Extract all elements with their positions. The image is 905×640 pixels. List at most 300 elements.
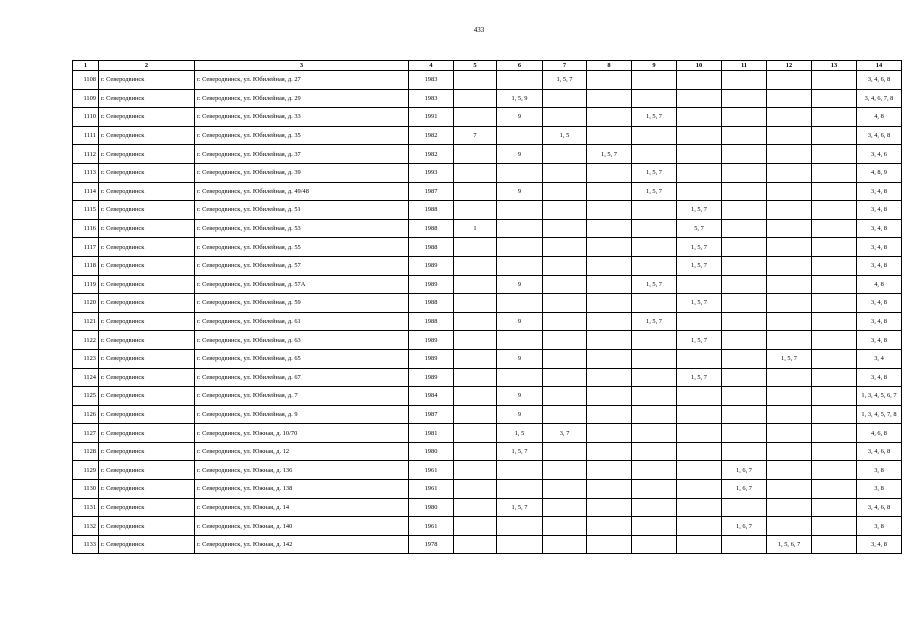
table-header bbox=[73, 61, 902, 71]
cell-col-2: г. Северодвинск bbox=[99, 89, 195, 108]
cell-col-4: 1988 bbox=[409, 219, 454, 238]
cell-col-8 bbox=[587, 219, 632, 238]
cell-col-4: 1991 bbox=[409, 108, 454, 127]
cell-col-6 bbox=[497, 535, 543, 554]
cell-col-10: 1, 5, 7 bbox=[677, 238, 722, 257]
cell-col-1: 1114 bbox=[73, 182, 99, 201]
cell-col-1: 1126 bbox=[73, 405, 99, 424]
cell-col-1: 1119 bbox=[73, 275, 99, 294]
cell-col-11 bbox=[722, 387, 767, 406]
cell-col-12 bbox=[767, 201, 812, 220]
cell-col-13 bbox=[812, 498, 857, 517]
cell-col-10 bbox=[677, 275, 722, 294]
cell-col-9: 1, 5, 7 bbox=[632, 275, 677, 294]
cell-col-8 bbox=[587, 256, 632, 275]
cell-col-5 bbox=[454, 108, 497, 127]
cell-col-6: 9 bbox=[497, 349, 543, 368]
cell-col-2: г. Северодвинск bbox=[99, 145, 195, 164]
cell-col-3: г. Северодвинск, ул. Юбилейная, д. 55 bbox=[195, 238, 409, 257]
cell-col-4: 1984 bbox=[409, 387, 454, 406]
cell-col-7 bbox=[543, 349, 587, 368]
cell-col-10 bbox=[677, 108, 722, 127]
cell-col-7 bbox=[543, 145, 587, 164]
cell-col-2: г. Северодвинск bbox=[99, 71, 195, 90]
cell-col-4: 1961 bbox=[409, 480, 454, 499]
cell-col-13 bbox=[812, 461, 857, 480]
cell-col-14: 3, 4, 6, 7, 8 bbox=[857, 89, 902, 108]
cell-col-11 bbox=[722, 256, 767, 275]
cell-col-1: 1117 bbox=[73, 238, 99, 257]
cell-col-9 bbox=[632, 89, 677, 108]
cell-col-5 bbox=[454, 387, 497, 406]
cell-col-10 bbox=[677, 71, 722, 90]
cell-col-5 bbox=[454, 256, 497, 275]
table-row bbox=[73, 405, 902, 424]
cell-col-1: 1109 bbox=[73, 89, 99, 108]
cell-col-1: 1116 bbox=[73, 219, 99, 238]
cell-col-8 bbox=[587, 424, 632, 443]
table-row bbox=[73, 368, 902, 387]
cell-col-6 bbox=[497, 461, 543, 480]
cell-col-12 bbox=[767, 108, 812, 127]
cell-col-7 bbox=[543, 368, 587, 387]
cell-col-9 bbox=[632, 201, 677, 220]
cell-col-11: 1, 6, 7 bbox=[722, 480, 767, 499]
table-row bbox=[73, 331, 902, 350]
cell-col-14: 3, 4, 8 bbox=[857, 182, 902, 201]
cell-col-4: 1982 bbox=[409, 126, 454, 145]
cell-col-12 bbox=[767, 517, 812, 536]
cell-col-14: 3, 4, 8 bbox=[857, 368, 902, 387]
cell-col-11 bbox=[722, 331, 767, 350]
cell-col-7 bbox=[543, 219, 587, 238]
column-header-1: 1 bbox=[73, 61, 99, 71]
cell-col-3: г. Северодвинск, ул. Юбилейная, д. 53 bbox=[195, 219, 409, 238]
cell-col-9 bbox=[632, 368, 677, 387]
cell-col-14: 3, 4 bbox=[857, 349, 902, 368]
cell-col-7 bbox=[543, 480, 587, 499]
cell-col-8 bbox=[587, 349, 632, 368]
cell-col-3: г. Северодвинск, ул. Южная, д. 136 bbox=[195, 461, 409, 480]
cell-col-6: 9 bbox=[497, 312, 543, 331]
cell-col-3: г. Северодвинск, ул. Юбилейная, д. 35 bbox=[195, 126, 409, 145]
cell-col-3: г. Северодвинск, ул. Южная, д. 140 bbox=[195, 517, 409, 536]
cell-col-12 bbox=[767, 71, 812, 90]
cell-col-8 bbox=[587, 480, 632, 499]
cell-col-4: 1981 bbox=[409, 424, 454, 443]
cell-col-10 bbox=[677, 126, 722, 145]
cell-col-6 bbox=[497, 219, 543, 238]
table-row bbox=[73, 201, 902, 220]
cell-col-3: г. Северодвинск, ул. Юбилейная, д. 33 bbox=[195, 108, 409, 127]
table-row bbox=[73, 461, 902, 480]
cell-col-6 bbox=[497, 294, 543, 313]
cell-col-2: г. Северодвинск bbox=[99, 461, 195, 480]
cell-col-4: 1988 bbox=[409, 294, 454, 313]
table-row bbox=[73, 535, 902, 554]
cell-col-5 bbox=[454, 294, 497, 313]
cell-col-11 bbox=[722, 108, 767, 127]
cell-col-1: 1131 bbox=[73, 498, 99, 517]
cell-col-7 bbox=[543, 387, 587, 406]
cell-col-6 bbox=[497, 256, 543, 275]
cell-col-4: 1987 bbox=[409, 182, 454, 201]
cell-col-14: 3, 4, 8 bbox=[857, 219, 902, 238]
column-header-2: 2 bbox=[99, 61, 195, 71]
cell-col-8 bbox=[587, 71, 632, 90]
cell-col-1: 1127 bbox=[73, 424, 99, 443]
cell-col-8 bbox=[587, 182, 632, 201]
cell-col-3: г. Северодвинск, ул. Южная, д. 14 bbox=[195, 498, 409, 517]
cell-col-10: 5, 7 bbox=[677, 219, 722, 238]
cell-col-14: 3, 8 bbox=[857, 461, 902, 480]
column-header-9: 9 bbox=[632, 61, 677, 71]
cell-col-2: г. Северодвинск bbox=[99, 219, 195, 238]
cell-col-9 bbox=[632, 387, 677, 406]
cell-col-8 bbox=[587, 108, 632, 127]
cell-col-10 bbox=[677, 498, 722, 517]
cell-col-11 bbox=[722, 424, 767, 443]
table-row bbox=[73, 219, 902, 238]
table-body bbox=[73, 71, 902, 554]
cell-col-11 bbox=[722, 405, 767, 424]
cell-col-7: 1, 5, 7 bbox=[543, 71, 587, 90]
table-row bbox=[73, 312, 902, 331]
cell-col-1: 1118 bbox=[73, 256, 99, 275]
cell-col-13 bbox=[812, 349, 857, 368]
cell-col-1: 1123 bbox=[73, 349, 99, 368]
cell-col-12 bbox=[767, 461, 812, 480]
cell-col-5 bbox=[454, 182, 497, 201]
cell-col-7 bbox=[543, 461, 587, 480]
cell-col-2: г. Северодвинск bbox=[99, 182, 195, 201]
cell-col-8 bbox=[587, 201, 632, 220]
cell-col-3: г. Северодвинск, ул. Юбилейная, д. 65 bbox=[195, 349, 409, 368]
cell-col-10 bbox=[677, 89, 722, 108]
cell-col-14: 3, 4, 8 bbox=[857, 535, 902, 554]
cell-col-8 bbox=[587, 387, 632, 406]
cell-col-12 bbox=[767, 89, 812, 108]
cell-col-12 bbox=[767, 182, 812, 201]
cell-col-14: 4, 8 bbox=[857, 275, 902, 294]
cell-col-2: г. Северодвинск bbox=[99, 275, 195, 294]
cell-col-10 bbox=[677, 480, 722, 499]
cell-col-14: 3, 4, 8 bbox=[857, 331, 902, 350]
cell-col-4: 1983 bbox=[409, 89, 454, 108]
cell-col-11 bbox=[722, 182, 767, 201]
cell-col-14: 4, 8 bbox=[857, 108, 902, 127]
header-row bbox=[73, 61, 902, 71]
cell-col-4: 1983 bbox=[409, 71, 454, 90]
cell-col-1: 1121 bbox=[73, 312, 99, 331]
cell-col-12 bbox=[767, 256, 812, 275]
cell-col-9: 1, 5, 7 bbox=[632, 312, 677, 331]
cell-col-7 bbox=[543, 163, 587, 182]
cell-col-8 bbox=[587, 275, 632, 294]
cell-col-4: 1993 bbox=[409, 163, 454, 182]
cell-col-3: г. Северодвинск, ул. Южная, д. 12 bbox=[195, 442, 409, 461]
cell-col-9 bbox=[632, 349, 677, 368]
cell-col-7 bbox=[543, 256, 587, 275]
cell-col-9 bbox=[632, 424, 677, 443]
cell-col-13 bbox=[812, 294, 857, 313]
cell-col-11 bbox=[722, 349, 767, 368]
cell-col-9: 1, 5, 7 bbox=[632, 182, 677, 201]
table-row bbox=[73, 294, 902, 313]
cell-col-6: 9 bbox=[497, 387, 543, 406]
cell-col-14: 3, 4, 6, 8 bbox=[857, 71, 902, 90]
cell-col-12 bbox=[767, 145, 812, 164]
cell-col-13 bbox=[812, 256, 857, 275]
cell-col-3: г. Северодвинск, ул. Юбилейная, д. 51 bbox=[195, 201, 409, 220]
cell-col-5 bbox=[454, 331, 497, 350]
cell-col-3: г. Северодвинск, ул. Юбилейная, д. 7 bbox=[195, 387, 409, 406]
cell-col-14: 3, 4, 6, 8 bbox=[857, 126, 902, 145]
column-header-11: 11 bbox=[722, 61, 767, 71]
cell-col-10 bbox=[677, 387, 722, 406]
cell-col-13 bbox=[812, 275, 857, 294]
cell-col-3: г. Северодвинск, ул. Юбилейная, д. 57А bbox=[195, 275, 409, 294]
column-header-4: 4 bbox=[409, 61, 454, 71]
cell-col-2: г. Северодвинск bbox=[99, 498, 195, 517]
cell-col-2: г. Северодвинск bbox=[99, 424, 195, 443]
cell-col-11 bbox=[722, 145, 767, 164]
column-header-10: 10 bbox=[677, 61, 722, 71]
table-row bbox=[73, 238, 902, 257]
cell-col-6: 1, 5, 7 bbox=[497, 442, 543, 461]
cell-col-9 bbox=[632, 256, 677, 275]
cell-col-10: 1, 5, 7 bbox=[677, 368, 722, 387]
cell-col-10 bbox=[677, 163, 722, 182]
cell-col-1: 1128 bbox=[73, 442, 99, 461]
cell-col-1: 1133 bbox=[73, 535, 99, 554]
cell-col-9 bbox=[632, 517, 677, 536]
cell-col-2: г. Северодвинск bbox=[99, 368, 195, 387]
cell-col-8 bbox=[587, 238, 632, 257]
cell-col-2: г. Северодвинск bbox=[99, 517, 195, 536]
table-row bbox=[73, 256, 902, 275]
cell-col-6 bbox=[497, 201, 543, 220]
cell-col-7 bbox=[543, 312, 587, 331]
cell-col-12 bbox=[767, 219, 812, 238]
cell-col-13 bbox=[812, 145, 857, 164]
cell-col-11 bbox=[722, 163, 767, 182]
cell-col-13 bbox=[812, 331, 857, 350]
cell-col-13 bbox=[812, 201, 857, 220]
cell-col-8 bbox=[587, 331, 632, 350]
cell-col-4: 1987 bbox=[409, 405, 454, 424]
cell-col-12 bbox=[767, 312, 812, 331]
cell-col-11 bbox=[722, 312, 767, 331]
cell-col-12 bbox=[767, 238, 812, 257]
cell-col-7 bbox=[543, 182, 587, 201]
cell-col-11 bbox=[722, 294, 767, 313]
cell-col-12 bbox=[767, 275, 812, 294]
cell-col-10 bbox=[677, 442, 722, 461]
cell-col-2: г. Северодвинск bbox=[99, 535, 195, 554]
cell-col-7 bbox=[543, 201, 587, 220]
table-row bbox=[73, 349, 902, 368]
cell-col-14: 4, 6, 8 bbox=[857, 424, 902, 443]
cell-col-10: 1, 5, 7 bbox=[677, 294, 722, 313]
cell-col-11 bbox=[722, 498, 767, 517]
cell-col-11 bbox=[722, 535, 767, 554]
cell-col-12: 1, 5, 6, 7 bbox=[767, 535, 812, 554]
cell-col-4: 1980 bbox=[409, 442, 454, 461]
cell-col-13 bbox=[812, 219, 857, 238]
cell-col-7 bbox=[543, 275, 587, 294]
cell-col-6: 9 bbox=[497, 405, 543, 424]
cell-col-10 bbox=[677, 461, 722, 480]
column-header-13: 13 bbox=[812, 61, 857, 71]
cell-col-9 bbox=[632, 145, 677, 164]
cell-col-14: 3, 8 bbox=[857, 480, 902, 499]
cell-col-5 bbox=[454, 238, 497, 257]
cell-col-5 bbox=[454, 535, 497, 554]
cell-col-12 bbox=[767, 368, 812, 387]
cell-col-6 bbox=[497, 238, 543, 257]
cell-col-2: г. Северодвинск bbox=[99, 163, 195, 182]
cell-col-3: г. Северодвинск, ул. Юбилейная, д. 49/48 bbox=[195, 182, 409, 201]
cell-col-11 bbox=[722, 201, 767, 220]
cell-col-11 bbox=[722, 442, 767, 461]
cell-col-2: г. Северодвинск bbox=[99, 405, 195, 424]
cell-col-14: 3, 4, 8 bbox=[857, 201, 902, 220]
cell-col-9: 1, 5, 7 bbox=[632, 108, 677, 127]
cell-col-5 bbox=[454, 71, 497, 90]
table-row bbox=[73, 387, 902, 406]
cell-col-7 bbox=[543, 535, 587, 554]
cell-col-14: 3, 4, 8 bbox=[857, 312, 902, 331]
cell-col-2: г. Северодвинск bbox=[99, 349, 195, 368]
cell-col-1: 1130 bbox=[73, 480, 99, 499]
cell-col-4: 1988 bbox=[409, 238, 454, 257]
cell-col-8 bbox=[587, 405, 632, 424]
cell-col-4: 1978 bbox=[409, 535, 454, 554]
cell-col-4: 1988 bbox=[409, 312, 454, 331]
cell-col-8 bbox=[587, 312, 632, 331]
cell-col-8 bbox=[587, 294, 632, 313]
cell-col-1: 1120 bbox=[73, 294, 99, 313]
cell-col-10 bbox=[677, 145, 722, 164]
cell-col-3: г. Северодвинск, ул. Юбилейная, д. 29 bbox=[195, 89, 409, 108]
cell-col-2: г. Северодвинск bbox=[99, 294, 195, 313]
cell-col-13 bbox=[812, 312, 857, 331]
cell-col-2: г. Северодвинск bbox=[99, 480, 195, 499]
cell-col-6 bbox=[497, 331, 543, 350]
cell-col-3: г. Северодвинск, ул. Юбилейная, д. 63 bbox=[195, 331, 409, 350]
cell-col-4: 1982 bbox=[409, 145, 454, 164]
cell-col-5: 1 bbox=[454, 219, 497, 238]
cell-col-6: 1, 5, 9 bbox=[497, 89, 543, 108]
cell-col-7 bbox=[543, 517, 587, 536]
cell-col-13 bbox=[812, 535, 857, 554]
cell-col-6: 9 bbox=[497, 145, 543, 164]
cell-col-2: г. Северодвинск bbox=[99, 442, 195, 461]
cell-col-4: 1989 bbox=[409, 368, 454, 387]
cell-col-13 bbox=[812, 424, 857, 443]
cell-col-9 bbox=[632, 331, 677, 350]
cell-col-12 bbox=[767, 405, 812, 424]
cell-col-6 bbox=[497, 517, 543, 536]
cell-col-1: 1132 bbox=[73, 517, 99, 536]
cell-col-3: г. Северодвинск, ул. Юбилейная, д. 59 bbox=[195, 294, 409, 313]
cell-col-6 bbox=[497, 163, 543, 182]
column-header-6: 6 bbox=[497, 61, 543, 71]
cell-col-12 bbox=[767, 331, 812, 350]
cell-col-8 bbox=[587, 89, 632, 108]
cell-col-2: г. Северодвинск bbox=[99, 387, 195, 406]
cell-col-13 bbox=[812, 126, 857, 145]
cell-col-1: 1110 bbox=[73, 108, 99, 127]
cell-col-7 bbox=[543, 108, 587, 127]
cell-col-14: 3, 4, 6, 8 bbox=[857, 498, 902, 517]
cell-col-2: г. Северодвинск bbox=[99, 126, 195, 145]
column-header-5: 5 bbox=[454, 61, 497, 71]
cell-col-9 bbox=[632, 442, 677, 461]
cell-col-12 bbox=[767, 387, 812, 406]
cell-col-2: г. Северодвинск bbox=[99, 201, 195, 220]
table-row bbox=[73, 145, 902, 164]
cell-col-9 bbox=[632, 238, 677, 257]
cell-col-7 bbox=[543, 331, 587, 350]
cell-col-8 bbox=[587, 163, 632, 182]
cell-col-3: г. Северодвинск, ул. Юбилейная, д. 39 bbox=[195, 163, 409, 182]
page-number: 433 bbox=[473, 26, 485, 34]
table-row bbox=[73, 498, 902, 517]
cell-col-5 bbox=[454, 517, 497, 536]
cell-col-2: г. Северодвинск bbox=[99, 108, 195, 127]
cell-col-4: 1980 bbox=[409, 498, 454, 517]
table-row bbox=[73, 108, 902, 127]
cell-col-10 bbox=[677, 312, 722, 331]
cell-col-11 bbox=[722, 89, 767, 108]
cell-col-13 bbox=[812, 480, 857, 499]
cell-col-3: г. Северодвинск, ул. Южная, д. 138 bbox=[195, 480, 409, 499]
cell-col-11 bbox=[722, 368, 767, 387]
cell-col-10 bbox=[677, 535, 722, 554]
cell-col-14: 1, 3, 4, 5, 7, 8 bbox=[857, 405, 902, 424]
cell-col-9: 1, 5, 7 bbox=[632, 163, 677, 182]
cell-col-8 bbox=[587, 442, 632, 461]
cell-col-11 bbox=[722, 275, 767, 294]
cell-col-12 bbox=[767, 480, 812, 499]
cell-col-5 bbox=[454, 275, 497, 294]
cell-col-4: 1989 bbox=[409, 256, 454, 275]
cell-col-5 bbox=[454, 498, 497, 517]
cell-col-7 bbox=[543, 89, 587, 108]
cell-col-3: г. Северодвинск, ул. Юбилейная, д. 27 bbox=[195, 71, 409, 90]
table-row bbox=[73, 163, 902, 182]
cell-col-6: 9 bbox=[497, 108, 543, 127]
cell-col-6 bbox=[497, 126, 543, 145]
cell-col-11 bbox=[722, 219, 767, 238]
cell-col-4: 1961 bbox=[409, 517, 454, 536]
cell-col-9 bbox=[632, 219, 677, 238]
cell-col-9 bbox=[632, 480, 677, 499]
cell-col-14: 3, 4, 6 bbox=[857, 145, 902, 164]
housing-register-table bbox=[72, 60, 902, 554]
cell-col-7 bbox=[543, 405, 587, 424]
cell-col-10: 1, 5, 7 bbox=[677, 201, 722, 220]
cell-col-1: 1112 bbox=[73, 145, 99, 164]
cell-col-9 bbox=[632, 294, 677, 313]
cell-col-13 bbox=[812, 238, 857, 257]
cell-col-7 bbox=[543, 238, 587, 257]
cell-col-5 bbox=[454, 368, 497, 387]
cell-col-8: 1, 5, 7 bbox=[587, 145, 632, 164]
cell-col-10 bbox=[677, 405, 722, 424]
